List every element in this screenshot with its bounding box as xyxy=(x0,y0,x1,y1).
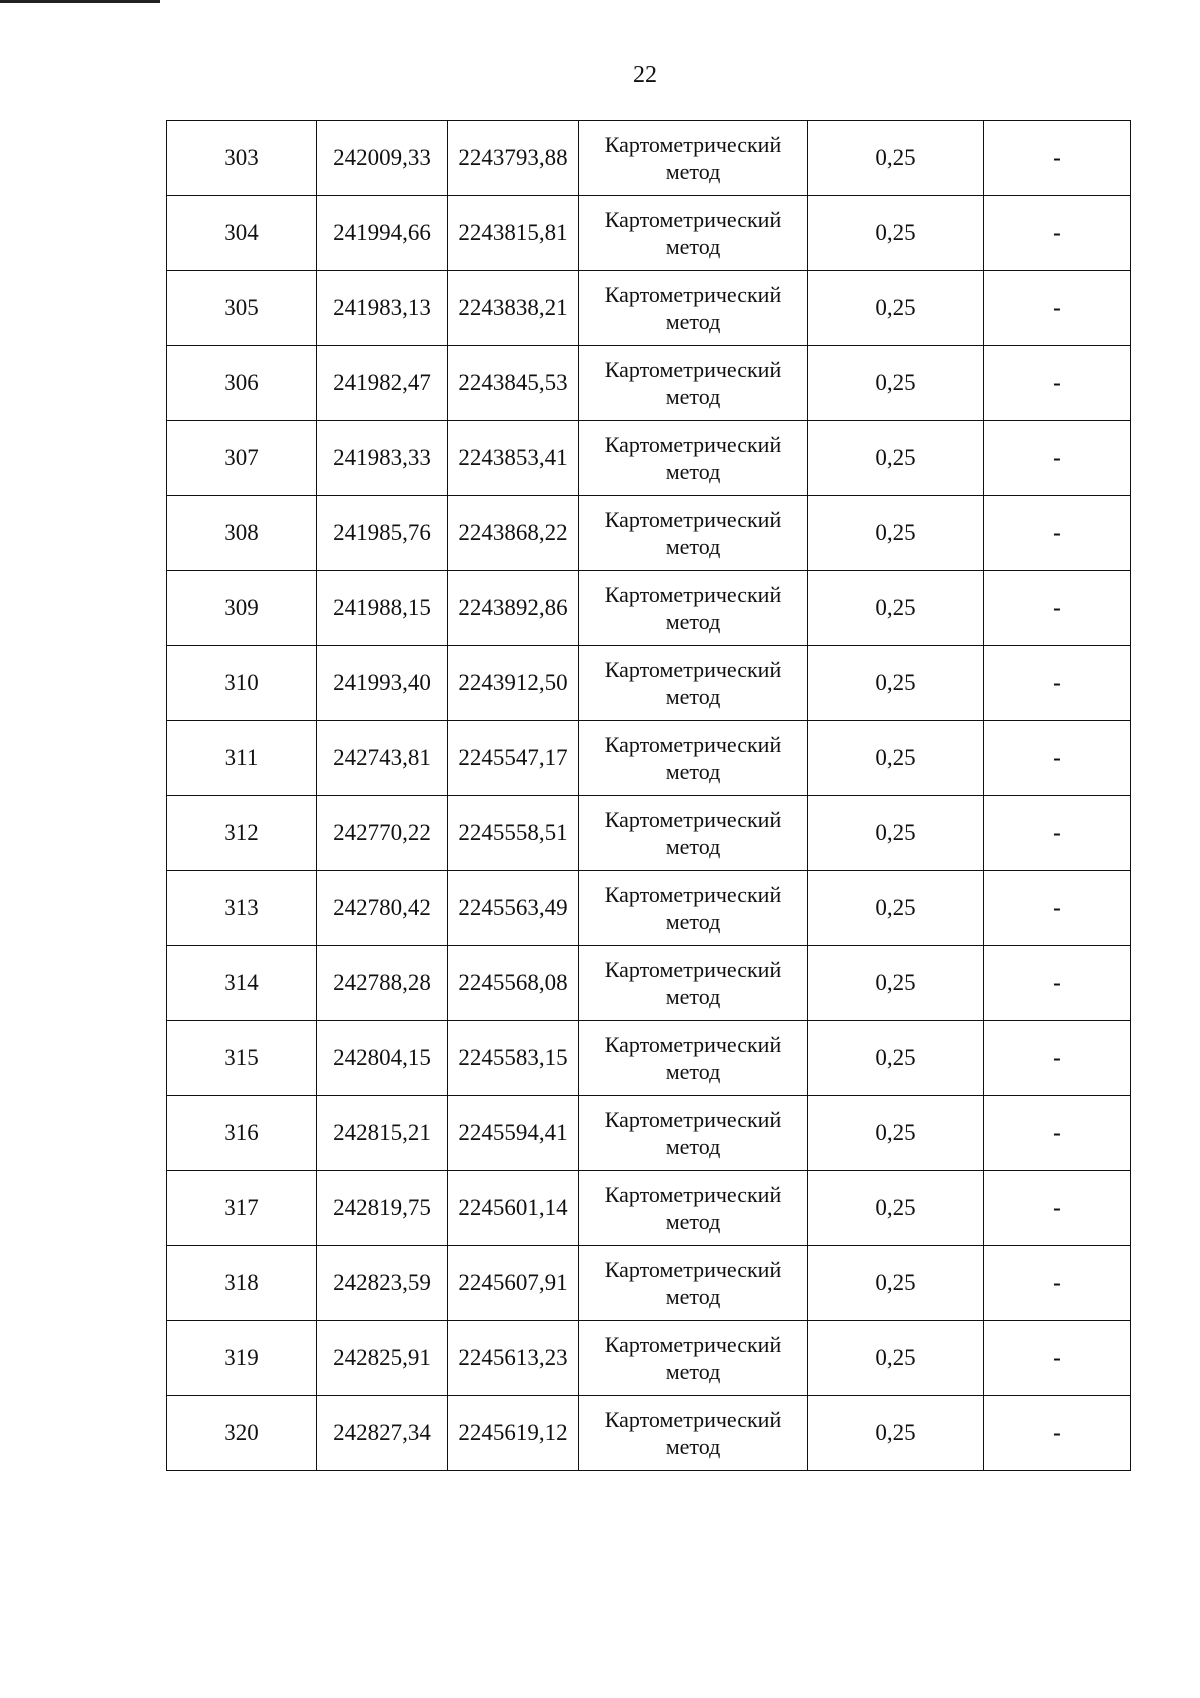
note-cell: - xyxy=(984,1096,1131,1171)
note-cell: - xyxy=(984,271,1131,346)
table-row xyxy=(167,1096,1131,1171)
point-number-cell: 307 xyxy=(167,421,317,496)
y-coordinate-cell: 2245563,49 xyxy=(448,871,579,946)
accuracy-cell: 0,25 xyxy=(808,196,984,271)
accuracy-cell: 0,25 xyxy=(808,1021,984,1096)
table-row xyxy=(167,1246,1131,1321)
method-cell: Картометрический метод xyxy=(579,646,808,721)
accuracy-cell: 0,25 xyxy=(808,121,984,196)
point-number-cell: 311 xyxy=(167,721,317,796)
y-coordinate-cell: 2245568,08 xyxy=(448,946,579,1021)
method-cell: Картометрический метод xyxy=(579,346,808,421)
point-number-cell: 319 xyxy=(167,1321,317,1396)
x-coordinate-cell: 242823,59 xyxy=(317,1246,448,1321)
y-coordinate-cell: 2243868,22 xyxy=(448,496,579,571)
y-coordinate-cell: 2245558,51 xyxy=(448,796,579,871)
y-coordinate-cell: 2245547,17 xyxy=(448,721,579,796)
table-row xyxy=(167,1021,1131,1096)
note-cell: - xyxy=(984,1246,1131,1321)
table-row xyxy=(167,496,1131,571)
table-row xyxy=(167,121,1131,196)
note-cell: - xyxy=(984,1321,1131,1396)
accuracy-cell: 0,25 xyxy=(808,796,984,871)
note-cell: - xyxy=(984,721,1131,796)
y-coordinate-cell: 2245601,14 xyxy=(448,1171,579,1246)
x-coordinate-cell: 242743,81 xyxy=(317,721,448,796)
x-coordinate-cell: 242788,28 xyxy=(317,946,448,1021)
method-cell: Картометрический метод xyxy=(579,571,808,646)
point-number-cell: 309 xyxy=(167,571,317,646)
table-row xyxy=(167,571,1131,646)
method-cell: Картометрический метод xyxy=(579,1171,808,1246)
point-number-cell: 318 xyxy=(167,1246,317,1321)
accuracy-cell: 0,25 xyxy=(808,1321,984,1396)
method-cell: Картометрический метод xyxy=(579,496,808,571)
table-row xyxy=(167,346,1131,421)
method-cell: Картометрический метод xyxy=(579,271,808,346)
point-number-cell: 305 xyxy=(167,271,317,346)
accuracy-cell: 0,25 xyxy=(808,946,984,1021)
point-number-cell: 316 xyxy=(167,1096,317,1171)
point-number-cell: 312 xyxy=(167,796,317,871)
table-row xyxy=(167,796,1131,871)
accuracy-cell: 0,25 xyxy=(808,721,984,796)
y-coordinate-cell: 2243815,81 xyxy=(448,196,579,271)
y-coordinate-cell: 2243793,88 xyxy=(448,121,579,196)
note-cell: - xyxy=(984,1021,1131,1096)
method-cell: Картометрический метод xyxy=(579,196,808,271)
x-coordinate-cell: 241982,47 xyxy=(317,346,448,421)
y-coordinate-cell: 2243853,41 xyxy=(448,421,579,496)
point-number-cell: 320 xyxy=(167,1396,317,1471)
method-cell: Картометрический метод xyxy=(579,121,808,196)
method-cell: Картометрический метод xyxy=(579,721,808,796)
method-cell: Картометрический метод xyxy=(579,1096,808,1171)
table-row xyxy=(167,1321,1131,1396)
accuracy-cell: 0,25 xyxy=(808,346,984,421)
y-coordinate-cell: 2245613,23 xyxy=(448,1321,579,1396)
note-cell: - xyxy=(984,946,1131,1021)
method-cell: Картометрический метод xyxy=(579,946,808,1021)
note-cell: - xyxy=(984,871,1131,946)
note-cell: - xyxy=(984,196,1131,271)
table-row xyxy=(167,1171,1131,1246)
table-row xyxy=(167,271,1131,346)
note-cell: - xyxy=(984,1396,1131,1471)
x-coordinate-cell: 241985,76 xyxy=(317,496,448,571)
note-cell: - xyxy=(984,571,1131,646)
accuracy-cell: 0,25 xyxy=(808,496,984,571)
point-number-cell: 310 xyxy=(167,646,317,721)
accuracy-cell: 0,25 xyxy=(808,271,984,346)
table-row xyxy=(167,421,1131,496)
x-coordinate-cell: 241993,40 xyxy=(317,646,448,721)
x-coordinate-cell: 241988,15 xyxy=(317,571,448,646)
note-cell: - xyxy=(984,421,1131,496)
method-cell: Картометрический метод xyxy=(579,1021,808,1096)
coordinates-table xyxy=(166,120,1131,1471)
y-coordinate-cell: 2245583,15 xyxy=(448,1021,579,1096)
point-number-cell: 308 xyxy=(167,496,317,571)
point-number-cell: 304 xyxy=(167,196,317,271)
accuracy-cell: 0,25 xyxy=(808,1396,984,1471)
x-coordinate-cell: 242009,33 xyxy=(317,121,448,196)
note-cell: - xyxy=(984,796,1131,871)
point-number-cell: 313 xyxy=(167,871,317,946)
x-coordinate-cell: 242815,21 xyxy=(317,1096,448,1171)
x-coordinate-cell: 242827,34 xyxy=(317,1396,448,1471)
x-coordinate-cell: 242825,91 xyxy=(317,1321,448,1396)
x-coordinate-cell: 241983,33 xyxy=(317,421,448,496)
accuracy-cell: 0,25 xyxy=(808,871,984,946)
scan-edge-line xyxy=(0,0,160,3)
point-number-cell: 303 xyxy=(167,121,317,196)
method-cell: Картометрический метод xyxy=(579,1321,808,1396)
accuracy-cell: 0,25 xyxy=(808,1171,984,1246)
accuracy-cell: 0,25 xyxy=(808,1096,984,1171)
method-cell: Картометрический метод xyxy=(579,796,808,871)
note-cell: - xyxy=(984,1171,1131,1246)
table-row xyxy=(167,646,1131,721)
y-coordinate-cell: 2243892,86 xyxy=(448,571,579,646)
method-cell: Картометрический метод xyxy=(579,1246,808,1321)
point-number-cell: 306 xyxy=(167,346,317,421)
accuracy-cell: 0,25 xyxy=(808,1246,984,1321)
x-coordinate-cell: 241983,13 xyxy=(317,271,448,346)
y-coordinate-cell: 2245607,91 xyxy=(448,1246,579,1321)
point-number-cell: 314 xyxy=(167,946,317,1021)
point-number-cell: 317 xyxy=(167,1171,317,1246)
y-coordinate-cell: 2243845,53 xyxy=(448,346,579,421)
x-coordinate-cell: 242770,22 xyxy=(317,796,448,871)
x-coordinate-cell: 242819,75 xyxy=(317,1171,448,1246)
page-number: 22 xyxy=(633,62,657,88)
y-coordinate-cell: 2245619,12 xyxy=(448,1396,579,1471)
method-cell: Картометрический метод xyxy=(579,421,808,496)
y-coordinate-cell: 2243912,50 xyxy=(448,646,579,721)
note-cell: - xyxy=(984,121,1131,196)
x-coordinate-cell: 242780,42 xyxy=(317,871,448,946)
accuracy-cell: 0,25 xyxy=(808,571,984,646)
table-row xyxy=(167,871,1131,946)
table-row xyxy=(167,1396,1131,1471)
table-row xyxy=(167,721,1131,796)
x-coordinate-cell: 241994,66 xyxy=(317,196,448,271)
method-cell: Картометрический метод xyxy=(579,871,808,946)
table-row xyxy=(167,946,1131,1021)
note-cell: - xyxy=(984,646,1131,721)
table-body xyxy=(167,121,1131,1471)
y-coordinate-cell: 2243838,21 xyxy=(448,271,579,346)
accuracy-cell: 0,25 xyxy=(808,421,984,496)
method-cell: Картометрический метод xyxy=(579,1396,808,1471)
accuracy-cell: 0,25 xyxy=(808,646,984,721)
note-cell: - xyxy=(984,496,1131,571)
point-number-cell: 315 xyxy=(167,1021,317,1096)
table-row xyxy=(167,196,1131,271)
note-cell: - xyxy=(984,346,1131,421)
x-coordinate-cell: 242804,15 xyxy=(317,1021,448,1096)
y-coordinate-cell: 2245594,41 xyxy=(448,1096,579,1171)
